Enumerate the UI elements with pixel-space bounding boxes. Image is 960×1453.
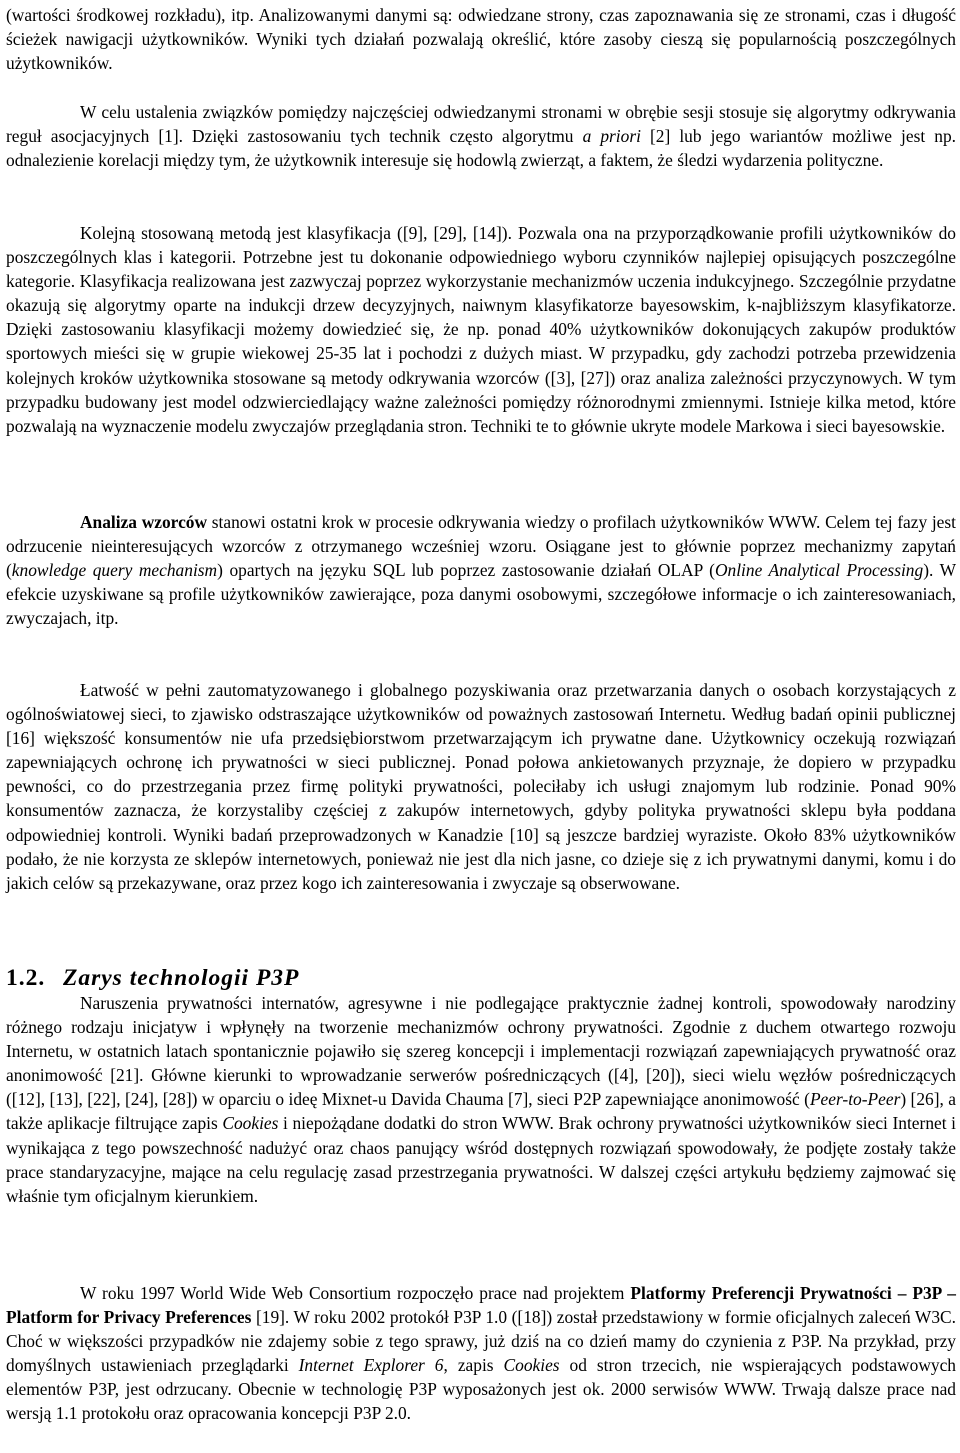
paragraph-text: [2] lub jego wariantów możliwe jest np. odnalezienie korelacji między tym, że użytkownik interesuje się hodowlą zwierząt, a faktem, że śledzi wydarzenia polityczne. <box>6 126 956 171</box>
paragraph-text: (wartości środkowej rozkładu), itp. Analizowanymi danymi są: odwiedzane strony, czas zapoznawania się ze stronami, czas i długość ścieżek nawigacji użytkowników. Wyniki tych działań pozwalają określić, które zasoby cieszą się popularnością poszczególnych użytkowników. <box>6 5 956 74</box>
italic-term: Internet Explorer 6 <box>298 1355 444 1376</box>
paragraph-text: , zapis <box>443 1355 504 1376</box>
italic-term: Cookies <box>503 1355 560 1376</box>
italic-term: knowledge query mechanism <box>11 560 218 581</box>
paragraph-text: Kolejną stosowaną metodą jest klasyfikacja ([9], [29], [14]). Pozwala ona na przyporządkowanie profili użytkowników do poszczególnych klas i kategorii. Potrzebne jest tu dokonanie odpowiedniego wyboru czynników najlepiej opisujących poszczególne kategorie. Klasyfikacja realizowana jest zazwyczaj poprzez wykorzystanie mechanizmów uczenia indukcyjnego. Szczególnie przydatne okazują się algorytmy oparte na indukcji drzew decyzyjnych, naiwnym klasyfikatorze bayesowskim, k-najbliższym klasyfikatorze. Dzięki zastosowaniu klasyfikacji możemy dowiedzieć się, że np. ponad 40% użytkowników dokonujących zakupów produktów sportowych mieści się w grupie wiekowej 25-35 lat i pochodzi z dużych miast. W przypadku, gdy zachodzi potrzeba przewidzenia kolejnych kroków użytkownika stosowane są metody odkrywania wzorców ([3], [27]) oraz analiza zależności przyczynowych. W tym przypadku budowany jest model odzwierciedlający ważne zależności pomiędzy różnorodnymi zmiennymi. Istnieje kilka metod, które pozwalają na wyznaczenie modelu zwyczajów przeglądania stron. Techniki te to głównie ukryte modele Markowa i sieci bayesowskie. <box>6 223 956 436</box>
section-title: Zarys technologii P3P <box>63 965 300 991</box>
paragraph-privacy-mechanisms <box>6 991 956 1208</box>
paragraph-text: Łatwość w pełni zautomatyzowanego i globalnego pozyskiwania oraz przetwarzania danych o osobach korzystających z ogólnoświatowej sieci, to zjawisko odstraszające użytkowników od poważnych zastosowań Internetu. Według badań opinii publicznej [16] większość konsumentów nie ufa przedsiębiorstwom przetwarzającym ich prywatne dane. Użytkownicy oczekują rozwiązań zapewniających ochronę ich prywatności w sieci publicznej. Ponad połowa ankietowanych przyznaje, że dopiero w przypadku pewności, co do przestrzegania przez firmę polityki prywatności, poleciłaby ich usługi znajomym lub rodzinie. Ponad 90% konsumentów zaznacza, że korzystaliby częściej z zakupów internetowych, gdyby polityka prywatności sklepu była poddana odpowiedniej kontroli. Wyniki badań przeprowadzonych w Kanadzie [10] są jeszcze bardziej wyraziste. Około 83% użytkowników podało, że nie korzysta ze sklepów internetowych, ponieważ nie jest dla nich jasne, co dzieje się z ich prywatnymi danymi, komu i do jakich celów są przekazywane, oraz przez kogo ich zainteresowania i zwyczaje są obserwowane. <box>6 680 956 893</box>
bold-term: Platformy Preferencji Prywatności – P3P – Platform for Privacy Preferences <box>6 1283 956 1328</box>
paragraph-text: ). W efekcie uzyskiwane są profile użytkowników zawierające, poza danymi osobowymi, szczegółowe informacje o ich zainteresowaniach, zwyczajach, itp. <box>6 560 956 629</box>
paragraph-text: stanowi ostatni krok w procesie odkrywania wiedzy o profilach użytkowników WWW. Celem tej fazy jest odrzucenie nieinteresujących wzorców z otrzymanego wcześniej wzoru. Osiągane jest to głównie poprzez mechanizmy zapytań ( <box>6 512 956 581</box>
italic-term: a priori <box>582 126 641 147</box>
paragraph-classification <box>6 221 956 438</box>
paragraph-text: ) opartych na języku SQL lub poprzez zastosowanie działań OLAP ( <box>217 560 715 581</box>
paragraph-p3p-history <box>6 1281 956 1426</box>
paragraph-text: Naruszenia prywatności internatów, agresywne i nie podlegające praktycznie żadnej kontroli, spowodowały narodziny różnego rodzaju inicjatyw i wpłynęły na tworzenie mechanizmów ochrony prywatności. Zgodnie z duchem otwartego rozwoju Internetu, w ostatnich latach spontanicznie pojawiło się szereg koncepcji i implementacji rozwiązań zapewniających prywatność oraz anonimowość [21]. Główne kierunki to wprowadzanie serwerów pośredniczących ([4], [20]), sieci wielu węzłów pośredniczących ([12], [13], [22], [24], [28]) w oparciu o ideę Mixnet-u Davida Chauma [7], sieci P2P zapewniające anonimowość ( <box>6 993 956 1110</box>
paragraph-pattern-analysis <box>6 510 956 630</box>
paragraph-text: [19]. W roku 2002 protokół P3P 1.0 ([18]) został przedstawiony w formie oficjalnych zaleceń W3C. Choć w większości przypadków nie zdajemy sobie z tego sprawy, już dziś na co dzień mamy do czynienia z P3P. Na przykład, przy domyślnych ustawieniach przeglądarki <box>6 1307 956 1376</box>
italic-term: Cookies <box>222 1113 279 1134</box>
bold-term: Analiza wzorców <box>80 512 208 532</box>
paragraph-intro <box>6 3 956 75</box>
paragraph-text: i niepożądane dodatki do stron WWW. Brak ochrony prywatności użytkowników sieci Internet i wynikająca z tego powszechność nadużyć oraz chaos panujący wśród dostępnych rozwiązań spowodowały, że podjęte zostały także prace standaryzacyjne, mające na celu regulację zasad przestrzegania prywatności. W dalszej części artykułu będziemy zajmować się właśnie tym oficjalnym kierunkiem. <box>6 1113 956 1206</box>
paragraph-text: W roku 1997 World Wide Web Consortium rozpoczęło prace nad projektem <box>80 1283 631 1303</box>
paragraph-text: od stron trzecich, nie wspierających podstawowych elementów P3P, jest odrzucany. Obecnie w technologię P3P wyposażonych jest ok. 2000 serwisów WWW. Trwają dalsze prace nad wersją 1.1 protokołu oraz opracowania koncepcji P3P 2.0. <box>6 1355 956 1424</box>
paragraph-text: ) [26], a także aplikacje filtrujące zapis <box>6 1089 957 1134</box>
italic-term: Online Analytical Processing <box>714 560 924 581</box>
paragraph-association-rules <box>6 100 956 172</box>
paragraph-privacy-concerns <box>6 678 956 895</box>
section-number: 1.2. <box>6 965 46 991</box>
section-heading <box>6 964 299 992</box>
italic-term: Peer-to-Peer <box>809 1089 901 1110</box>
paragraph-text: W celu ustalenia związków pomiędzy najczęściej odwiedzanymi stronami w obrębie sesji stosuje się algorytmy odkrywania reguł asocjacyjnych [1]. Dzięki zastosowaniu tych technik często algorytmu <box>6 102 956 147</box>
